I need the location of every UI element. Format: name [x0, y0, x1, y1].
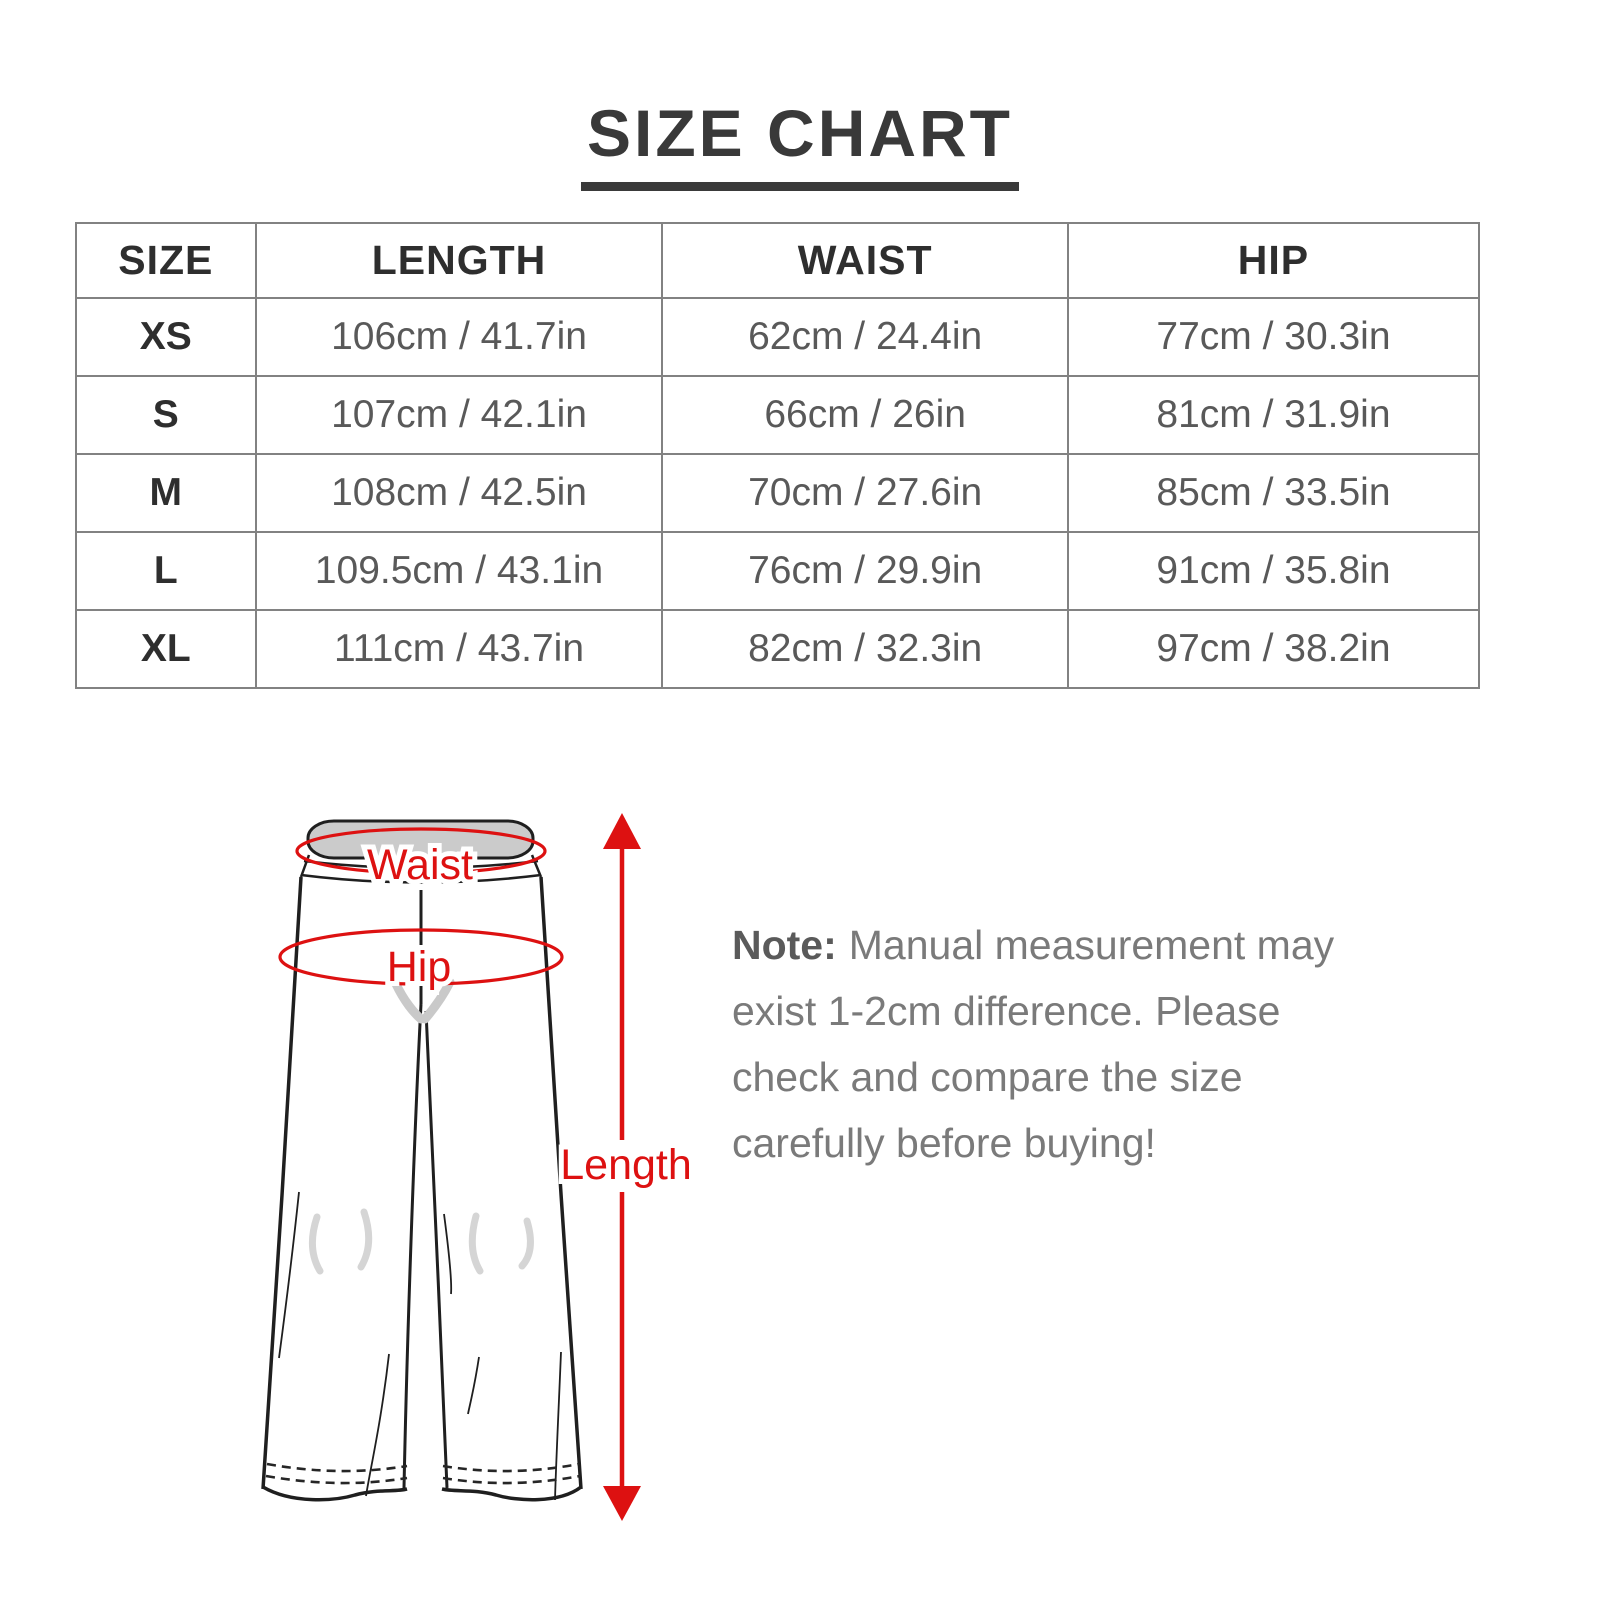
waist-value: 76cm / 29.9in	[662, 532, 1067, 610]
length-arrowhead-down	[603, 1486, 641, 1521]
note-line-text: Manual measurement may	[848, 922, 1335, 968]
size-value: L	[76, 532, 256, 610]
size-table	[75, 222, 1480, 689]
length-value: 108cm / 42.5in	[256, 454, 663, 532]
header-length: LENGTH	[256, 223, 663, 298]
length-label: Length	[560, 1141, 692, 1189]
length-value: 111cm / 43.7in	[256, 610, 663, 688]
left-hem-edge	[263, 1487, 407, 1500]
note-line: check and compare the size	[732, 1054, 1243, 1100]
hem-stitching	[266, 1476, 407, 1483]
crease-line	[468, 1357, 479, 1414]
table-row	[76, 376, 1479, 454]
hem-stitching	[443, 1464, 579, 1471]
hip-label: Hip	[386, 943, 452, 991]
table-row	[76, 610, 1479, 688]
note-label: Note:	[732, 922, 837, 968]
length-value: 107cm / 42.1in	[256, 376, 663, 454]
hip-value: 81cm / 31.9in	[1068, 376, 1479, 454]
header-hip: HIP	[1068, 223, 1479, 298]
note-line: carefully before buying!	[732, 1120, 1156, 1166]
right-leg-inner	[426, 1011, 447, 1488]
note-line: exist 1-2cm difference. Please	[732, 988, 1281, 1034]
hip-value: 85cm / 33.5in	[1068, 454, 1479, 532]
knee-mark	[472, 1216, 480, 1271]
pants-diagram	[230, 780, 710, 1550]
crease-line	[444, 1214, 451, 1294]
length-value: 106cm / 41.7in	[256, 298, 663, 376]
waist-value: 66cm / 26in	[662, 376, 1067, 454]
note-text	[732, 912, 1342, 1176]
hip-value: 97cm / 38.2in	[1068, 610, 1479, 688]
table-row	[76, 532, 1479, 610]
crease-line	[366, 1354, 389, 1496]
waist-value: 62cm / 24.4in	[662, 298, 1067, 376]
waist-label: Waist	[367, 841, 473, 889]
header-waist: WAIST	[662, 223, 1067, 298]
hip-value: 77cm / 30.3in	[1068, 298, 1479, 376]
note-line	[732, 912, 1342, 978]
table-row	[76, 298, 1479, 376]
table-header-row	[76, 223, 1479, 298]
size-value: XS	[76, 298, 256, 376]
knee-mark	[312, 1217, 320, 1271]
size-value: XL	[76, 610, 256, 688]
crease-line	[555, 1352, 561, 1500]
left-leg-inner	[404, 1004, 421, 1488]
hem-stitching	[267, 1464, 407, 1471]
right-hem-edge	[442, 1487, 581, 1500]
waist-value: 70cm / 27.6in	[662, 454, 1067, 532]
length-value: 109.5cm / 43.1in	[256, 532, 663, 610]
table-row	[76, 454, 1479, 532]
title-section	[0, 96, 1600, 191]
waist-value: 82cm / 32.3in	[662, 610, 1067, 688]
size-value: S	[76, 376, 256, 454]
knee-mark	[522, 1221, 530, 1266]
length-arrowhead-up	[603, 813, 641, 849]
header-size: SIZE	[76, 223, 256, 298]
knee-mark	[361, 1212, 369, 1267]
hem-stitching	[443, 1476, 580, 1483]
hip-value: 91cm / 35.8in	[1068, 532, 1479, 610]
size-value: M	[76, 454, 256, 532]
page-title: SIZE CHART	[581, 100, 1019, 191]
